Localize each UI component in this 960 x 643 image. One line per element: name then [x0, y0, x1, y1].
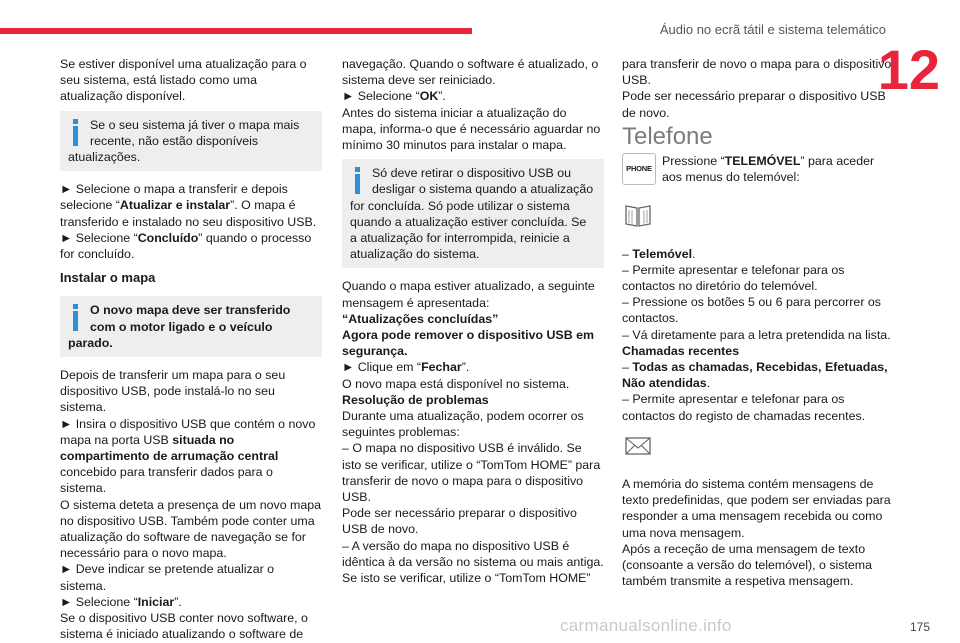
list-item: – Telemóvel. [622, 246, 696, 261]
list-item: – Permite apresentar e telefonar para os contactos do registo de chamadas recentes. [622, 392, 866, 423]
paragraph: para transferir de novo o mapa para o dispositivo USB. [622, 57, 892, 88]
page-number: 175 [909, 620, 930, 634]
paragraph: ► Selecione “Concluído” quando o processo for concluído. [60, 230, 312, 262]
note-text: Se o seu sistema já tiver o mapa mais recente, não estão disponíveis atualizações. [68, 117, 300, 165]
watermark: carmanualsonline.info [560, 616, 732, 635]
list-item: – Pressione os botões 5 ou 6 para percorrer os contactos. [622, 295, 881, 326]
list-item: – Todas as chamadas, Recebidas, Efetuadas, Não atendidas. [622, 360, 888, 391]
paragraph: ► Selecione “OK”. [342, 89, 446, 104]
paragraph: ► Selecione “Iniciar”. [60, 594, 182, 609]
paragraph: Se estiver disponível uma atualização para o seu sistema, está listado como uma atualização disponível. [60, 57, 307, 104]
paragraph: Antes do sistema iniciar a atualização do mapa, informa-o que é necessário aguardar no mínimo 30 minutos para instalar o mapa. [342, 105, 601, 153]
paragraph: Pode ser necessário preparar o dispositivo USB de novo. [342, 506, 577, 537]
paragraph: “Atualizações concluídas” [342, 311, 499, 326]
paragraph: O novo mapa está disponível no sistema. [342, 376, 570, 391]
paragraph: O sistema deteta a presença de um novo mapa no dispositivo USB. Também pode conter uma atualização do software de navegação se for necessário para o novo mapa. [60, 497, 322, 561]
chapter-number: 12 [877, 38, 940, 101]
list-item: – Vá diretamente para a letra pretendida na lista. [622, 327, 891, 342]
paragraph: Se o dispositivo USB conter novo software, o sistema é iniciado atualizando o software de [60, 611, 308, 642]
paragraph: Pressione “TELEMÓVEL” para aceder aos menus do telemóvel: [662, 154, 875, 185]
list-heading: Chamadas recentes [622, 343, 740, 358]
section-title: Telefone [622, 122, 713, 150]
paragraph: – A versão do mapa no dispositivo USB é idêntica à da versão no sistema ou mais antiga. Se isto se verificar, utilize o “TomTom HOME” [342, 538, 604, 586]
info-note [60, 296, 322, 357]
paragraph: ► Deve indicar se pretende atualizar o sistema. [60, 562, 275, 593]
paragraph: Quando o mapa estiver atualizado, a seguinte mensagem é apresentada: [342, 279, 595, 310]
paragraph: – O mapa no dispositivo USB é inválido. Se isto se verificar, utilize o “TomTom HOME” para transferir de novo o mapa para o dispositivo USB. [342, 441, 601, 505]
paragraph: Depois de transferir um mapa para o seu dispositivo USB, pode instalá-lo no seu sistema. [60, 368, 286, 415]
paragraph: A memória do sistema contém mensagens de texto predefinidas, que podem ser enviadas para responder a uma mensagem recebida ou como uma nova mensagem. [622, 477, 891, 540]
book-icon [622, 201, 654, 229]
info-note [342, 159, 604, 268]
paragraph: ► Insira o dispositivo USB que contém o novo mapa na porta USB situada no compartimento de arrumação central concebido para transferir dados para o sistema. [60, 416, 316, 496]
phone-instruction [622, 153, 892, 185]
paragraph: Resolução de problemas [342, 392, 489, 407]
paragraph: Após a receção de uma mensagem de texto (consoante a versão do telemóvel), o sistema também transmite a respetiva mensagem. [622, 541, 873, 589]
header-title: Áudio no ecrã tátil e sistema telemático [659, 22, 886, 37]
paragraph: Durante uma atualização, podem ocorrer os seguintes problemas: [342, 409, 584, 440]
paragraph: navegação. Quando o software é atualizado, o sistema deve ser reiniciado. [342, 57, 599, 88]
paragraph: ► Clique em “Fechar”. [342, 360, 470, 375]
top-accent-bar [0, 28, 472, 34]
paragraph: Pode ser necessário preparar o dispositivo USB de novo. [622, 89, 886, 120]
paragraph: Agora pode remover o dispositivo USB em segurança. [342, 328, 594, 359]
phone-button-icon: PHONE [622, 153, 656, 185]
column-3 [622, 56, 892, 589]
note-text: Só deve retirar o dispositivo USB ou desligar o sistema quando a atualização for concluída. Só pode utilizar o sistema quando a atualização estiver concluída. Se a atualização for interrompida, reinicie a atualização do sistema. [350, 166, 594, 262]
info-note [60, 111, 322, 172]
note-text: O novo mapa deve ser transferido com o motor ligado e o veículo parado. [68, 303, 291, 350]
column-1 [60, 56, 322, 643]
info-icon [68, 304, 82, 334]
info-icon [350, 167, 364, 197]
subheading: Instalar o mapa [60, 270, 156, 286]
paragraph: ► Selecione o mapa a transferir e depois selecione “Atualizar e instalar”. O mapa é transferido e instalado no seu dispositivo USB. [60, 182, 317, 229]
list-item: – Permite apresentar e telefonar para os contactos no diretório do telemóvel. [622, 262, 845, 294]
info-icon [68, 119, 82, 149]
envelope-icon [622, 432, 654, 460]
column-2 [342, 56, 604, 586]
